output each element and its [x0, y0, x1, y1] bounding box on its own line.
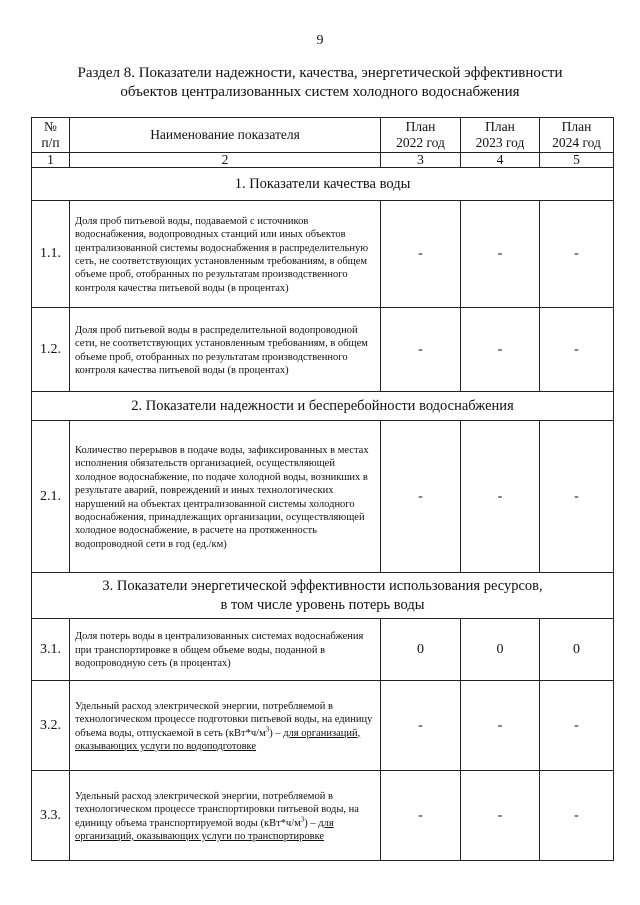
section-title — [30, 64, 610, 102]
page-number: 9 — [316, 33, 324, 48]
value-2024: - — [540, 308, 614, 392]
header-plan-year: 2024 год — [552, 135, 601, 150]
indicator-text: Удельный расход электрической энергии, потребляемой в технологическом процессе подготовки питьевой воды, на единицу объема воды, отпускаемой в сеть (кВт*ч/м — [75, 700, 373, 739]
table-row — [32, 771, 614, 861]
row-number: 3.3. — [32, 771, 70, 861]
indicator-name: Количество перерывов в подаче воды, зафиксированных в местах исполнения обязательств организацией, осуществляющей холодное водоснабжение, по подаче холодной воды, возникших в результате аварий, повреждений и иных технологических нарушений на объектах централизованной системы холодного водоснабжения, принадлежащих организации, осуществляющей холодное водоснабжение, в расчете на протяженность водопроводной сети в год (ед./км) — [70, 421, 381, 573]
indicator-name — [70, 771, 381, 861]
header-num-line-1: № — [44, 119, 57, 134]
table-header-row — [32, 118, 614, 153]
section-heading: 1. Показатели качества воды — [32, 168, 614, 201]
indicator-text-after: ) – — [269, 727, 284, 739]
table-row — [32, 421, 614, 573]
header-plan-2024 — [540, 118, 614, 153]
value-2023: - — [461, 681, 540, 771]
indicator-name: Доля проб питьевой воды в распределительной водопроводной сети, не соответствующих установленным требованиям, в общем объеме проб, отобранных по результатам производственного контроля качества питьевой воды (в процентах) — [70, 308, 381, 392]
value-2022: - — [381, 681, 461, 771]
indicators-table — [31, 117, 614, 861]
header-name-cell: Наименование показателя — [70, 118, 381, 153]
indicator-text-after: ) – — [304, 817, 319, 829]
indicator-underlined-text: для организаций, оказывающих услуги по транспортировке — [75, 817, 334, 842]
unit-superscript: 3 — [265, 725, 270, 733]
value-2022: - — [381, 771, 461, 861]
column-number: 1 — [32, 153, 70, 168]
column-number: 5 — [540, 153, 614, 168]
value-2022: - — [381, 421, 461, 573]
row-number: 1.1. — [32, 201, 70, 308]
table-row — [32, 619, 614, 681]
value-2024: - — [540, 771, 614, 861]
value-2022: 0 — [381, 619, 461, 681]
value-2024: 0 — [540, 619, 614, 681]
header-num-cell — [32, 118, 70, 153]
section-heading-row — [32, 168, 614, 201]
value-2023: - — [461, 771, 540, 861]
header-plan-label: План — [485, 119, 515, 134]
section-heading-row — [32, 392, 614, 421]
header-plan-label: План — [405, 119, 436, 134]
header-plan-year: 2023 год — [475, 135, 525, 150]
value-2023: - — [461, 421, 540, 573]
indicator-text: Удельный расход электрической энергии, потребляемой в технологическом процессе транспортировки питьевой воды, на единицу объема транспортируемой воды (кВт*ч/м — [75, 790, 359, 829]
value-2022: - — [381, 201, 461, 308]
value-2022: - — [381, 308, 461, 392]
value-2023: - — [461, 201, 540, 308]
section-heading — [32, 573, 614, 619]
value-2024: - — [540, 681, 614, 771]
row-number: 2.1. — [32, 421, 70, 573]
header-plan-year: 2022 год — [396, 135, 445, 150]
column-number: 4 — [461, 153, 540, 168]
row-number: 3.2. — [32, 681, 70, 771]
indicator-underlined-text: для организаций, оказывающих услуги по водоподготовке — [75, 727, 361, 752]
table-row — [32, 201, 614, 308]
value-2023: 0 — [461, 619, 540, 681]
section-title-line-1: Раздел 8. Показатели надежности, качества, энергетической эффективности — [77, 65, 563, 81]
indicator-name: Доля проб питьевой воды, подаваемой с источников водоснабжения, водопроводных станций или иных объектов централизованной системы водоснабжения в распределительную сеть, не соответствующих установленным требованиям, в общем объеме проб, отобранных по результатам производственного контроля качества питьевой воды (в процентах) — [70, 201, 381, 308]
value-2024: - — [540, 201, 614, 308]
column-number: 2 — [70, 153, 381, 168]
section-title-line-2: объектов централизованных систем холодного водоснабжения — [120, 84, 520, 100]
section-heading-line-1: 3. Показатели энергетической эффективности использования ресурсов, — [102, 577, 543, 594]
header-plan-2022 — [381, 118, 461, 153]
section-heading: 2. Показатели надежности и бесперебойности водоснабжения — [32, 392, 614, 421]
section-heading-row — [32, 573, 614, 619]
section-heading-line-2: в том числе уровень потерь воды — [220, 596, 425, 613]
unit-superscript: 3 — [300, 815, 305, 823]
header-plan-label: План — [561, 119, 592, 134]
indicator-name — [70, 681, 381, 771]
header-num-line-2: п/п — [41, 135, 60, 150]
header-plan-2023 — [461, 118, 540, 153]
column-number: 3 — [381, 153, 461, 168]
column-number-row — [32, 153, 614, 168]
row-number: 3.1. — [32, 619, 70, 681]
table-row — [32, 681, 614, 771]
row-number: 1.2. — [32, 308, 70, 392]
value-2023: - — [461, 308, 540, 392]
indicator-name: Доля потерь воды в централизованных системах водоснабжения при транспортировке в общем объеме воды, поданной в водопроводную сеть (в процентах) — [70, 619, 381, 681]
table-row — [32, 308, 614, 392]
value-2024: - — [540, 421, 614, 573]
